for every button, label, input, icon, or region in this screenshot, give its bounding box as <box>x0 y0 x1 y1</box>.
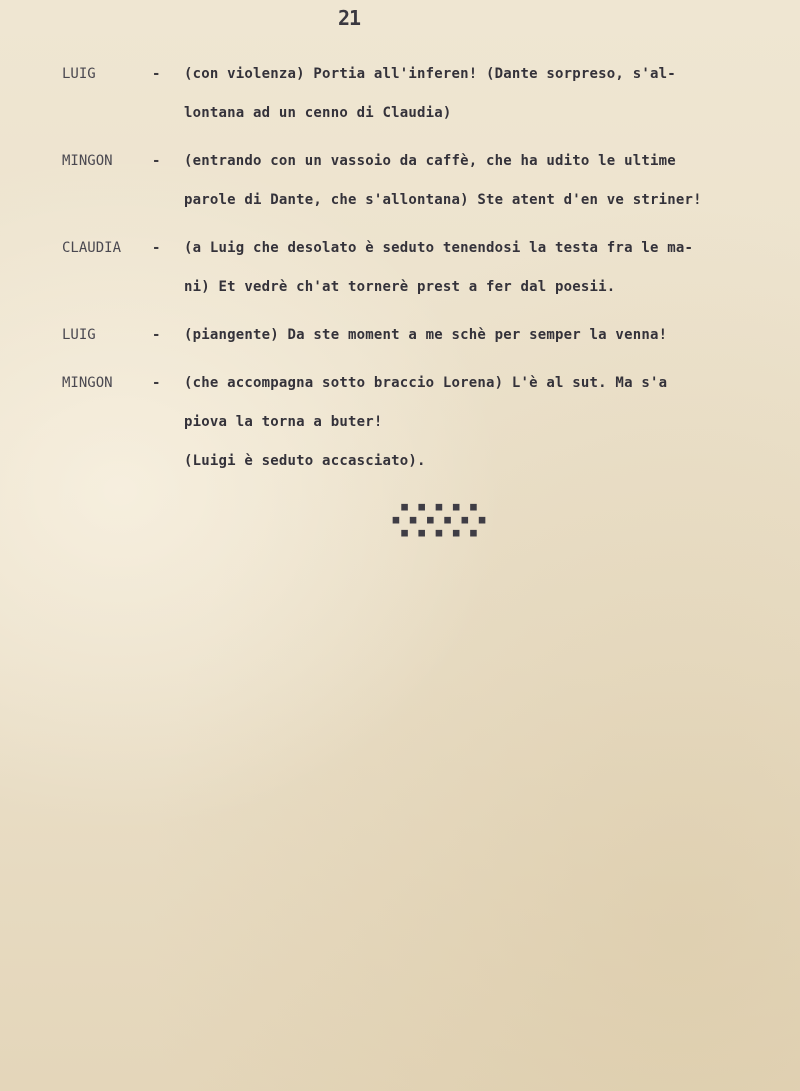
ornament-row: ■ ■ ■ ■ ■ <box>401 500 479 513</box>
speech-line: (piangente) Da ste moment a me schè per semper la venna! <box>184 327 668 343</box>
speech-line: parole di Dante, che s'allontana) Ste atent d'en ve striner! <box>184 192 702 208</box>
speech-text <box>184 364 782 481</box>
dialogue-entry <box>62 55 782 133</box>
speech-text <box>184 142 782 220</box>
dialogue-dash: - <box>152 327 161 343</box>
speech-line: (entrando con un vassoio da caffè, che ha udito le ultime <box>184 153 676 169</box>
speaker-name: LUIG <box>62 327 96 343</box>
speech-text <box>184 316 782 355</box>
dialogue-entry <box>62 316 782 355</box>
speech-line: (con violenza) Portia all'inferen! (Dante sorpreso, s'al- <box>184 66 676 82</box>
speech-line: piova la torna a buter! <box>184 414 383 430</box>
speech-line: (a Luig che desolato è seduto tenendosi la testa fra le ma- <box>184 240 694 256</box>
dialogue-dash: - <box>152 66 161 82</box>
speech-line: lontana ad un cenno di Claudia) <box>184 105 452 121</box>
dialogue-entry <box>62 364 782 481</box>
speech-text <box>184 55 782 133</box>
dialogue-dash: - <box>152 375 161 391</box>
speaker-name: CLAUDIA <box>62 240 122 256</box>
page-number: 21 <box>338 6 361 30</box>
speaker-name: LUIG <box>62 66 96 82</box>
speech-text <box>184 229 782 307</box>
speech-line: (che accompagna sotto braccio Lorena) L'è al sut. Ma s'a <box>184 375 668 391</box>
speaker-name: MINGON <box>62 375 113 391</box>
section-divider-ornament <box>380 500 500 539</box>
ornament-row: ■ ■ ■ ■ ■ <box>401 526 479 539</box>
dialogue-dash: - <box>152 240 161 256</box>
script-dialogue <box>62 55 782 490</box>
speech-line: ni) Et vedrè ch'at tornerè prest a fer dal poesii. <box>184 279 616 295</box>
dialogue-dash: - <box>152 153 161 169</box>
stage-direction: (Luigi è seduto accasciato). <box>184 453 426 469</box>
dialogue-entry <box>62 229 782 307</box>
dialogue-entry <box>62 142 782 220</box>
speaker-name: MINGON <box>62 153 113 169</box>
ornament-row: ■ ■ ■ ■ ■ ■ <box>392 513 488 526</box>
